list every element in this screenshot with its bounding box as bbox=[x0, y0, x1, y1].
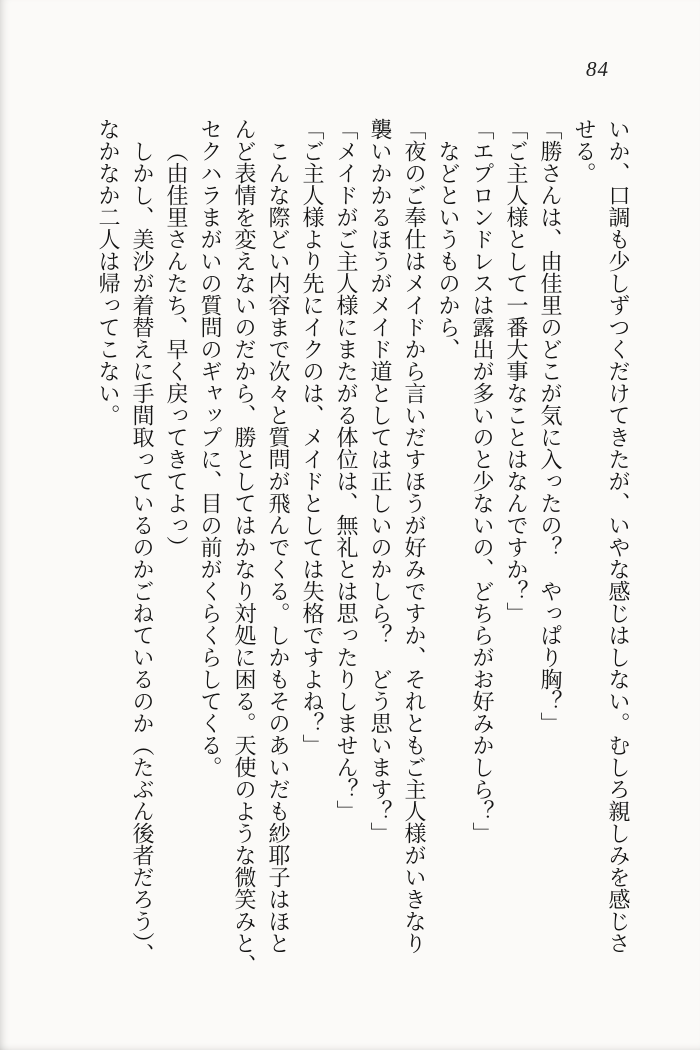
text-line: いか、口調も少しずつくだけてきたが、いやな感じはしない。むしろ親しみを感じさ bbox=[606, 118, 631, 954]
text-line: セクハラまがいの質問のギャップに、目の前がくらくらしてくる。 bbox=[198, 118, 223, 778]
text-line: しかし、美沙が着替えに手間取っているのかごねているのか（たぶん後者だろう）、 bbox=[130, 140, 155, 965]
text-line: 「メイドがご主人様にまたがる体位は、無礼とは思ったりしません？」 bbox=[334, 118, 359, 822]
text-line: （由佳里さんたち、早く戻ってきてよっ） bbox=[164, 140, 189, 558]
page-text bbox=[91, 118, 635, 976]
text-line: 「夜のご奉仕はメイドから言いだすほうが好みですか、それともご主人様がいきなり bbox=[402, 118, 427, 954]
text-line: 「エプロンドレスは露出が多いのと少ないの、どちらがお好みかしら？」 bbox=[470, 118, 495, 844]
text-line: などというものから、 bbox=[436, 140, 461, 360]
text-line: 「勝さんは、由佳里のどこが気に入ったの？ やっぱり胸？」 bbox=[538, 118, 563, 734]
text-line: なかなか二人は帰ってこない。 bbox=[96, 118, 121, 426]
text-line: せる。 bbox=[572, 118, 597, 184]
text-line: こんな際どい内容まで次々と質問が飛んでくる。しかもそのあいだも紗耶子はほと bbox=[266, 140, 291, 954]
text-line: 襲いかかるほうがメイド道としては正しいのかしら？ どう思います？」 bbox=[368, 118, 393, 844]
page-number: 84 bbox=[586, 57, 609, 81]
text-line: んど表情を変えないのだから、勝としてはかなり対処に困る。天使のような微笑みと、 bbox=[232, 118, 257, 976]
text-line: 「ご主人様として一番大事なことはなんですか？」 bbox=[504, 118, 529, 624]
text-line: 「ご主人様より先にイクのは、メイドとしては失格ですよね？」 bbox=[300, 118, 325, 756]
